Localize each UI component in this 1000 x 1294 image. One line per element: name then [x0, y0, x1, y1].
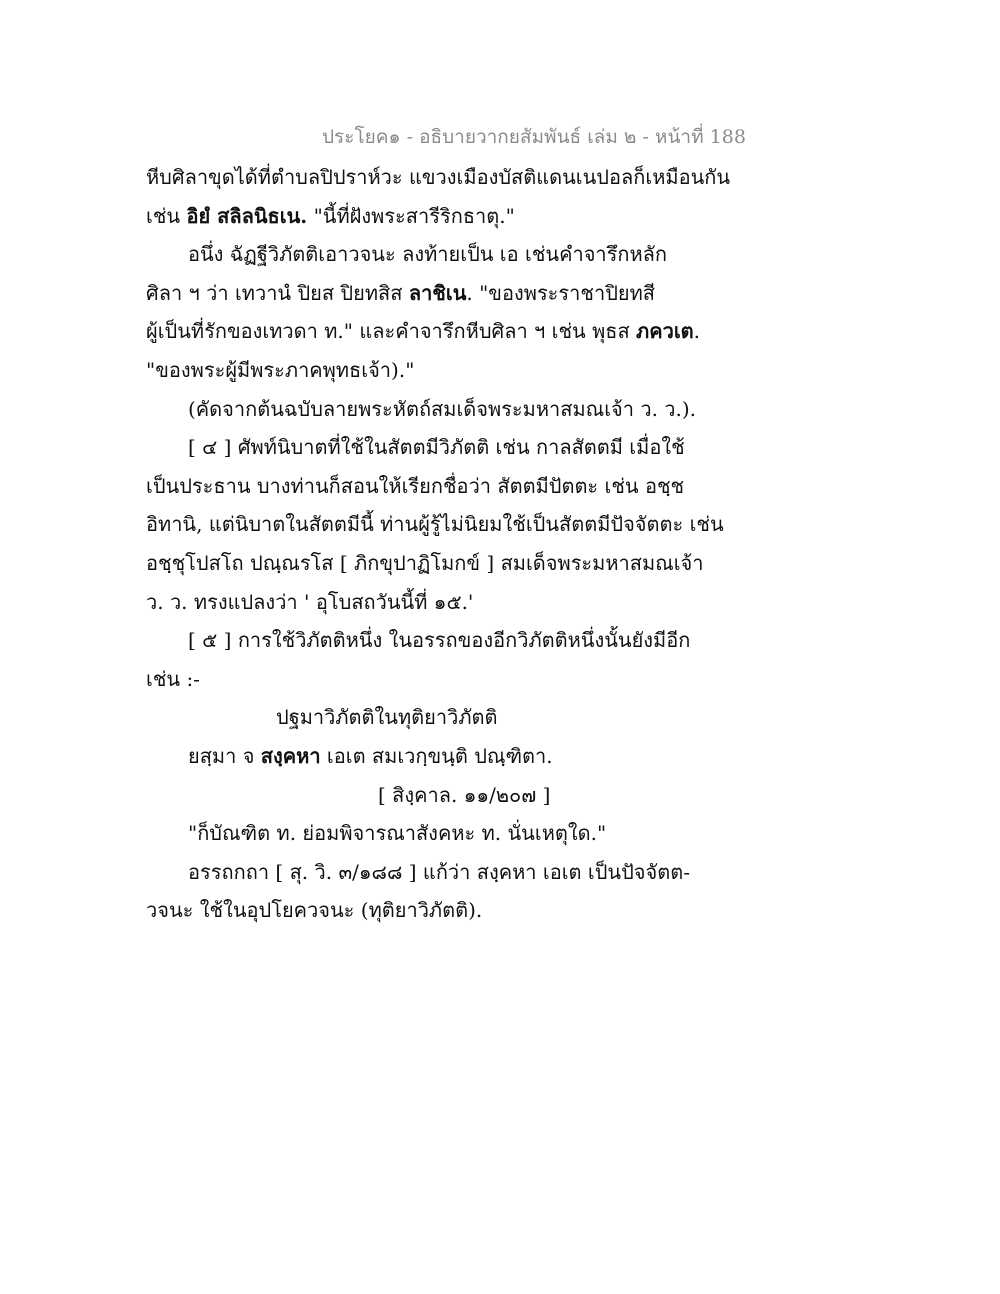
text-segment: "ของพระผู้มีพระภาคพุทธเจ้า)." — [146, 357, 415, 382]
text-line — [146, 505, 724, 544]
text-segment: ปฐมาวิภัตติในทุติยาวิภัตติ — [276, 705, 498, 730]
text-line — [146, 197, 716, 236]
text-line — [146, 698, 716, 737]
text-line — [146, 583, 716, 622]
text-line — [146, 814, 716, 853]
body-text — [146, 158, 731, 930]
text-segment: [ ๔ ] ศัพท์นิบาตที่ใช้ในสัตตมีวิภัตติ เช่น กาลสัตตมี เมื่อใช้ — [188, 435, 685, 460]
bold-term: ลาชิเน — [408, 280, 467, 305]
running-header: ประโยค๑ - อธิบายวากยสัมพันธ์ เล่ม ๒ - หน้าที่ 188 — [322, 126, 746, 148]
text-segment: [ สิงฺคาล. ๑๑/๒๐๗ ] — [378, 782, 551, 807]
text-segment: อนึ่ง ฉัฏฐีวิภัตติเอาวจนะ ลงท้ายเป็น เอ เช่นคำจารึกหลัก — [188, 242, 668, 267]
text-segment: เป็นประธาน บางท่านก็สอนให้เรียกชื่อว่า สัตตมีปัตตะ เช่น อชฺช — [146, 473, 685, 498]
text-line — [146, 235, 716, 274]
text-segment: อชฺชุโปสโถ ปณฺณรโส [ ภิกขุปาฏิโมกข์ ] สมเด็จพระมหาสมณเจ้า — [146, 550, 704, 575]
text-line — [146, 467, 716, 506]
text-line — [146, 891, 716, 930]
text-segment: . — [693, 319, 701, 344]
text-segment: . "ของพระราชาปิยทสี — [466, 280, 656, 305]
text-line — [146, 660, 716, 699]
text-segment: เช่น — [146, 203, 187, 228]
text-segment: ยสฺมา จ — [188, 743, 261, 768]
text-line — [146, 853, 716, 892]
text-line — [146, 390, 716, 429]
text-segment: "นี้ที่ฝังพระสารีริกธาตุ." — [307, 203, 515, 228]
text-segment: อรรถกถา [ สุ. วิ. ๓/๑๘๘ ] แก้ว่า สงฺคหา เอเต เป็นปัจจัตต- — [188, 859, 690, 884]
text-segment: "ก็บัณฑิต ท. ย่อมพิจารณาสังคหะ ท. นั่นเหตุใด." — [188, 821, 607, 846]
text-segment: เช่น :- — [146, 666, 200, 691]
bold-term: อิยํ สลิลนิธเน. — [186, 203, 308, 228]
text-segment: อิทานิ, แต่นิบาตในสัตตมีนี้ ท่านผู้รู้ไม่นิยมใช้เป็นสัตตมีปัจจัตตะ เช่น — [146, 512, 724, 537]
text-line — [146, 776, 716, 815]
text-line — [146, 544, 716, 583]
text-segment: ว. ว. ทรงแปลงว่า ' อุโบสถวันนี้ที่ ๑๕.' — [146, 589, 474, 614]
text-segment: ศิลา ฯ ว่า เทวานํ ปิยส ปิยทสิส — [146, 280, 409, 305]
text-segment: วจนะ ใช้ในอุปโยควจนะ (ทุติยาวิภัตติ). — [146, 898, 483, 923]
text-segment: ผู้เป็นที่รักของเทวดา ท." และคำจารึกหีบศิลา ฯ เช่น พุธส — [146, 319, 637, 344]
text-line — [146, 158, 731, 197]
text-line — [146, 737, 716, 776]
text-line — [146, 351, 716, 390]
text-segment: หีบศิลาขุดได้ที่ตำบลปิปราห์วะ แขวงเมืองบัสติแดนเนปอลก็เหมือนกัน — [146, 165, 731, 189]
bold-term: ภควเต — [636, 319, 694, 344]
bold-term: สงฺคหา — [260, 743, 321, 768]
text-line — [146, 312, 716, 351]
text-segment: [ ๕ ] การใช้วิภัตติหนึ่ง ในอรรถของอีกวิภัตติหนึ่งนั้นยังมีอีก — [188, 628, 691, 653]
text-segment: (คัดจากต้นฉบับลายพระหัตถ์สมเด็จพระมหาสมณเจ้า ว. ว.). — [188, 396, 697, 421]
text-line — [146, 274, 716, 313]
text-line — [146, 621, 716, 660]
text-segment: เอเต สมเวกฺขนฺติ ปณฺฑิตา. — [320, 743, 553, 768]
text-line — [146, 428, 716, 467]
